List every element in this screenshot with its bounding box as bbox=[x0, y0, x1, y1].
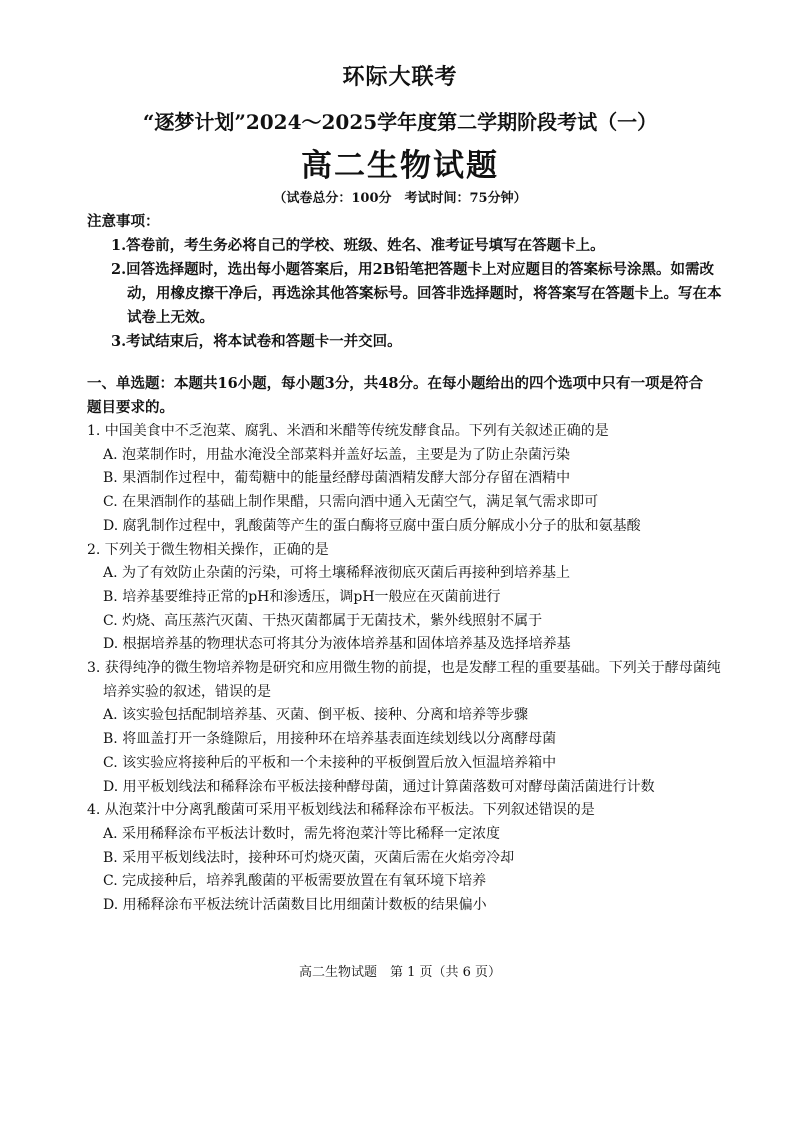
question-1 bbox=[87, 420, 727, 539]
question-option: B. 采用平板划线法时，接种环可灼烧灭菌，灭菌后需在火焰旁冷却 bbox=[103, 849, 515, 866]
question-option: C. 完成接种后，培养乳酸菌的平板需要放置在有氧环境下培养 bbox=[103, 873, 487, 890]
notes-heading: 注意事项： bbox=[87, 213, 160, 230]
question-option: D. 腐乳制作过程中，乳酸菌等产生的蛋白酶将豆腐中蛋白质分解成小分子的肽和氨基酸 bbox=[103, 517, 641, 534]
question-option: B. 培养基要维持正常的pH和渗透压，调pH一般应在灭菌前进行 bbox=[103, 588, 501, 605]
page-title: 高二生物试题 bbox=[301, 148, 499, 184]
question-option: A. 采用稀释涂布平板法计数时，需先将泡菜汁等比稀释一定浓度 bbox=[103, 825, 501, 842]
note-item: 3.考试结束后，将本试卷和答题卡一并交回。 bbox=[111, 333, 402, 350]
question-stem: 3. 获得纯净的微生物培养物是研究和应用微生物的前提，也是发酵工程的重要基础。下列关于酵母菌纯培养实验的叙述，错误的是 bbox=[87, 660, 721, 700]
note-item: 2.回答选择题时，选出每小题答案后，用2B铅笔把答题卡上对应题目的答案标号涂黑。如需改动，用橡皮擦干净后，再选涂其他答案标号。回答非选择题时，将答案写在答题卡上。写在本试卷上无效。 bbox=[111, 261, 722, 326]
question-option: D. 用平板划线法和稀释涂布平板法接种酵母菌，通过计算菌落数可对酵母菌活菌进行计数 bbox=[103, 778, 655, 795]
question-2 bbox=[87, 539, 727, 658]
question-option: D. 用稀释涂布平板法统计活菌数目比用细菌计数板的结果偏小 bbox=[103, 897, 487, 914]
notes-block bbox=[87, 210, 727, 354]
question-option: D. 根据培养基的物理状态可将其分为液体培养基和固体培养基及选择培养基 bbox=[103, 636, 571, 653]
question-option: C. 灼烧、高压蒸汽灭菌、干热灭菌都属于无菌技术，紫外线照射不属于 bbox=[103, 612, 543, 629]
section-heading: 一、单选题：本题共16小题，每小题3分，共48分。在每小题给出的四个选项中只有一项是符合题目要求的。 bbox=[87, 375, 703, 416]
exam-info: （试卷总分：100分 考试时间：75分钟） bbox=[273, 191, 527, 206]
exam-organizer: 环际大联考 bbox=[342, 64, 458, 90]
question-option: A. 该实验包括配制培养基、灭菌、倒平板、接种、分离和培养等步骤 bbox=[103, 707, 529, 724]
question-option: C. 在果酒制作的基础上制作果醋，只需向酒中通入无菌空气，满足氧气需求即可 bbox=[103, 494, 599, 511]
question-stem: 1. 中国美食中不乏泡菜、腐乳、米酒和米醋等传统发酵食品。下列有关叙述正确的是 bbox=[87, 423, 609, 439]
question-list bbox=[87, 420, 727, 918]
exam-subtitle: “逐梦计划”2024～2025学年度第二学期阶段考试（一） bbox=[142, 110, 658, 134]
question-3 bbox=[87, 657, 727, 799]
question-option: B. 将皿盖打开一条缝隙后，用接种环在培养基表面连续划线以分离酵母菌 bbox=[103, 731, 557, 748]
question-option: B. 果酒制作过程中，葡萄糖中的能量经酵母菌酒精发酵大部分存留在酒精中 bbox=[103, 470, 571, 487]
question-stem: 4. 从泡菜汁中分离乳酸菌可采用平板划线法和稀释涂布平板法。下列叙述错误的是 bbox=[87, 802, 595, 819]
note-item: 1.答卷前，考生务必将自己的学校、班级、姓名、准考证号填写在答题卡上。 bbox=[111, 237, 605, 254]
question-4 bbox=[87, 799, 727, 918]
question-option: A. 为了有效防止杂菌的污染，可将土壤稀释液彻底灭菌后再接种到培养基上 bbox=[103, 565, 571, 582]
page-footer: 高二生物试题 第 1 页（共 6 页） bbox=[298, 965, 502, 980]
question-option: C. 该实验应将接种后的平板和一个未接种的平板倒置后放入恒温培养箱中 bbox=[103, 754, 557, 771]
question-option: A. 泡菜制作时，用盐水淹没全部菜料并盖好坛盖，主要是为了防止杂菌污染 bbox=[103, 446, 571, 463]
question-stem: 2. 下列关于微生物相关操作，正确的是 bbox=[87, 541, 329, 558]
